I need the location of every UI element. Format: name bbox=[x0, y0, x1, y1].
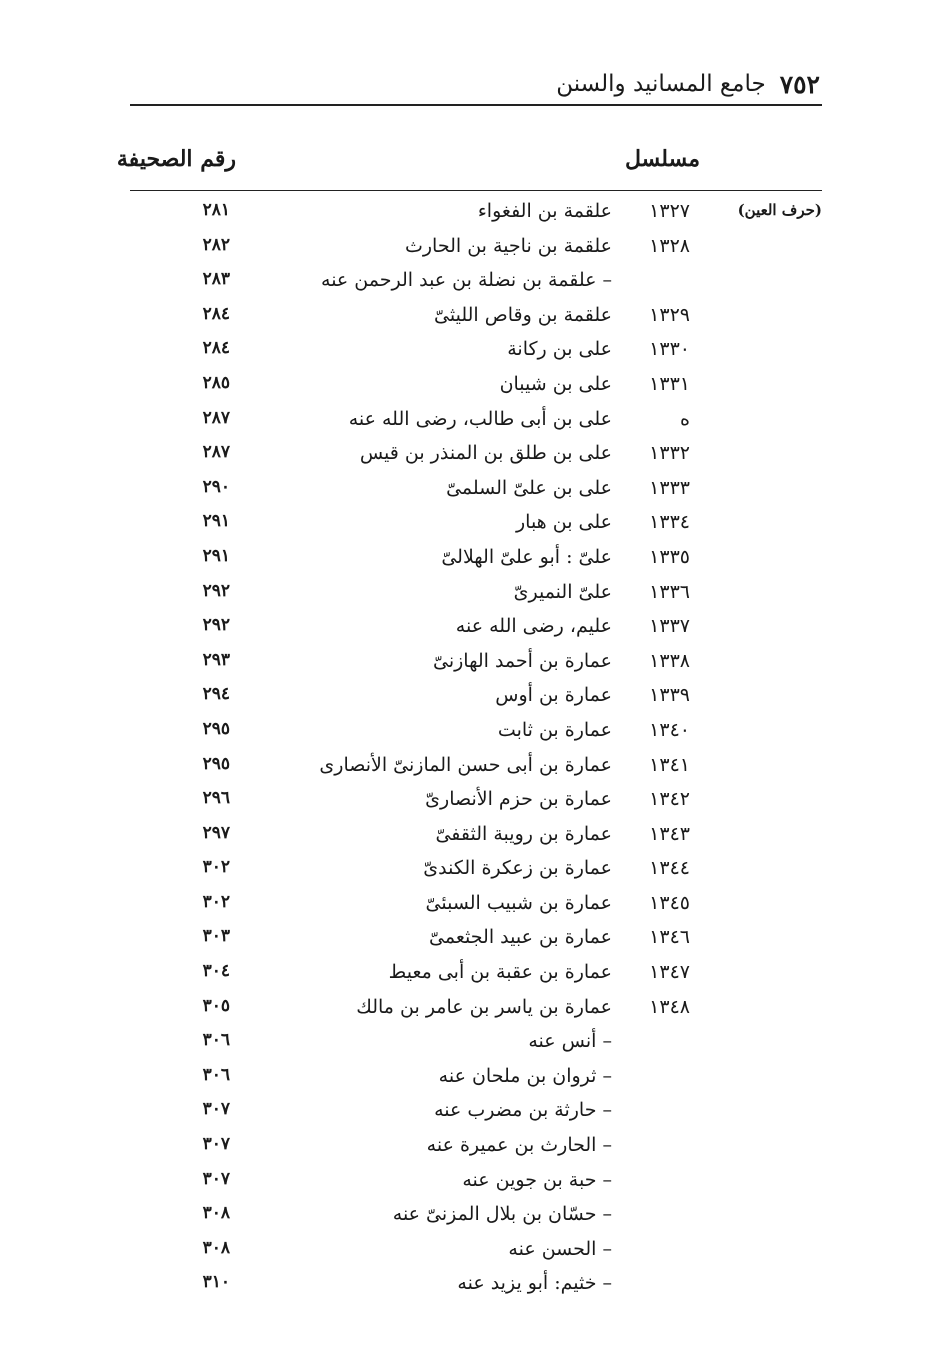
entry-serial: ١٣٢٧ bbox=[649, 200, 690, 222]
index-entry bbox=[0, 1234, 940, 1269]
entry-name: – أنس عنه bbox=[528, 1030, 612, 1053]
index-entry bbox=[0, 1199, 940, 1234]
entry-page: ٢٩١ bbox=[202, 511, 230, 532]
entry-serial: ١٣٤٢ bbox=[649, 788, 690, 811]
entry-page: ٣٠٧ bbox=[202, 1168, 230, 1189]
entry-page: ٣٠٧ bbox=[202, 1134, 230, 1155]
entry-name: عمارة بن عقبة بن أبى معيط bbox=[388, 961, 612, 984]
entry-page: ٣٠٦ bbox=[202, 1064, 230, 1085]
entry-page: ٣٠٨ bbox=[202, 1203, 230, 1224]
entry-serial: ١٣٢٨ bbox=[649, 234, 690, 257]
entry-page: ٣٠٣ bbox=[202, 926, 230, 947]
entry-page: ٢٩٢ bbox=[202, 580, 230, 601]
index-entry bbox=[0, 542, 940, 577]
entry-serial: ١٣٤٣ bbox=[649, 822, 690, 845]
column-header-rule bbox=[130, 190, 822, 191]
entry-serial: ١٣٤٨ bbox=[649, 995, 690, 1018]
entry-serial: ١٣٤١ bbox=[649, 753, 690, 776]
entry-page: ٢٩٥ bbox=[202, 753, 230, 774]
index-entry bbox=[0, 438, 940, 473]
entry-page: ٢٨٣ bbox=[202, 269, 230, 290]
index-entry bbox=[0, 819, 940, 854]
entry-serial: ١٣٤٦ bbox=[649, 926, 690, 949]
entry-serial: ١٣٢٩ bbox=[649, 303, 690, 326]
index-entry bbox=[0, 300, 940, 335]
entry-page: ٢٩٢ bbox=[202, 615, 230, 636]
entry-page: ٢٩٧ bbox=[202, 822, 230, 843]
entry-serial: ه bbox=[680, 407, 690, 430]
entry-page: ٢٨٢ bbox=[202, 234, 230, 255]
index-entry bbox=[0, 473, 940, 508]
entry-name: عمارة بن رويبة الثقفىّ bbox=[435, 822, 612, 845]
entry-page: ٣٠٢ bbox=[202, 891, 230, 912]
index-entry bbox=[0, 1268, 940, 1303]
index-entry bbox=[0, 196, 940, 231]
entry-name: عمارة بن أحمد الهازنىّ bbox=[432, 649, 612, 672]
entry-serial: ١٣٣٦ bbox=[649, 580, 690, 603]
index-entry bbox=[0, 1165, 940, 1200]
entry-page: ٢٩٦ bbox=[202, 788, 230, 809]
entry-name: على بن هبار bbox=[515, 511, 612, 534]
page-column-header: رقم الصحيفة bbox=[116, 146, 236, 172]
entry-name: عمارة بن عبيد الجثعمىّ bbox=[429, 926, 612, 949]
entry-serial: ١٣٤٤ bbox=[649, 857, 690, 880]
entry-name: عليم، رضى الله عنه bbox=[455, 615, 612, 638]
entry-name: – الحارث بن عميرة عنه bbox=[426, 1134, 612, 1157]
entry-name: على بن أبى طالب، رضى الله عنه bbox=[348, 407, 612, 430]
index-entry bbox=[0, 334, 940, 369]
index-entry bbox=[0, 680, 940, 715]
entry-name: علىّ النميرىّ bbox=[513, 580, 612, 603]
entry-page: ٢٨٧ bbox=[202, 407, 230, 428]
entry-name: على بن علىّ السلمىّ bbox=[446, 476, 612, 499]
entry-serial: ١٣٤٠ bbox=[649, 718, 690, 741]
entry-name: عمارة بن حزم الأنصارىّ bbox=[425, 788, 612, 811]
entry-name: – حبة بن جوين عنه bbox=[462, 1168, 612, 1191]
entry-name: عمارة بن أبى حسن المازنىّ الأنصارى bbox=[319, 753, 612, 776]
entry-name: علقمة بن الفغواء bbox=[477, 200, 612, 222]
entry-name: – خثيم: أبو يزيد عنه bbox=[457, 1272, 612, 1295]
entry-serial: ١٣٣٢ bbox=[649, 442, 690, 465]
entry-page: ٢٨٧ bbox=[202, 442, 230, 463]
index-entry bbox=[0, 922, 940, 957]
index-entry bbox=[0, 715, 940, 750]
entry-page: ٢٩٣ bbox=[202, 649, 230, 670]
index-entry bbox=[0, 646, 940, 681]
entry-serial: ١٣٤٧ bbox=[649, 961, 690, 984]
page-header bbox=[130, 64, 820, 104]
entry-name: عمارة بن ثابت bbox=[497, 718, 612, 741]
index-entry bbox=[0, 888, 940, 923]
entry-page: ٣٠٨ bbox=[202, 1237, 230, 1258]
index-entry bbox=[0, 231, 940, 266]
entry-serial: ١٣٣٩ bbox=[649, 684, 690, 707]
index-entry bbox=[0, 853, 940, 888]
index-entry bbox=[0, 404, 940, 439]
entry-page: ٣١٠ bbox=[202, 1272, 230, 1293]
entry-name: – الحسن عنه bbox=[508, 1237, 612, 1260]
entry-serial: ١٣٣٤ bbox=[649, 511, 690, 534]
entry-page: ٢٨٤ bbox=[202, 338, 230, 359]
entry-page: ٣٠٦ bbox=[202, 1030, 230, 1051]
entry-serial: ١٣٣٣ bbox=[649, 476, 690, 499]
entry-name: على بن ركانة bbox=[507, 338, 612, 361]
entry-serial: ١٣٣٠ bbox=[649, 338, 690, 361]
entry-name: – حسّان بن بلال المزنىّ عنه bbox=[392, 1203, 612, 1226]
index-entry bbox=[0, 265, 940, 300]
entry-name: – حارثة بن مضرب عنه bbox=[434, 1099, 612, 1122]
entry-page: ٢٩٠ bbox=[202, 476, 230, 497]
index-entry bbox=[0, 369, 940, 404]
entry-name: – علقمة بن نضلة بن عبد الرحمن عنه bbox=[321, 269, 612, 292]
index-entry bbox=[0, 507, 940, 542]
serial-column-header: مسلسل bbox=[625, 146, 700, 172]
entry-page: ٢٨١ bbox=[202, 200, 230, 220]
index-entry bbox=[0, 611, 940, 646]
entry-name: عمارة بن شبيب السبئىّ bbox=[425, 891, 612, 914]
entry-page: ٣٠٢ bbox=[202, 857, 230, 878]
entry-name: على بن شيبان bbox=[499, 372, 612, 395]
index-entry bbox=[0, 992, 940, 1027]
entry-page: ٣٠٧ bbox=[202, 1099, 230, 1120]
section-label: (حرف العين) bbox=[737, 201, 822, 219]
index-entry bbox=[0, 1061, 940, 1096]
entry-name: عمارة بن أوس bbox=[495, 684, 612, 707]
index-entry bbox=[0, 577, 940, 612]
entry-serial: ١٣٣٥ bbox=[649, 545, 690, 568]
entry-name: على بن طلق بن المنذر بن قيس bbox=[359, 442, 612, 465]
entry-page: ٢٨٥ bbox=[202, 372, 230, 393]
index-entry bbox=[0, 784, 940, 819]
entry-name: عمارة بن زعكرة الكندىّ bbox=[423, 857, 612, 880]
entry-page: ٣٠٤ bbox=[202, 961, 230, 982]
entry-serial: ١٣٣٨ bbox=[649, 649, 690, 672]
entry-name: علقمة بن ناجية بن الحارث bbox=[405, 234, 612, 257]
index-entries bbox=[0, 196, 940, 1303]
index-entry bbox=[0, 750, 940, 785]
entry-serial: ١٣٤٥ bbox=[649, 891, 690, 914]
index-entry bbox=[0, 957, 940, 992]
header-rule bbox=[130, 104, 822, 106]
entry-page: ٢٩٥ bbox=[202, 718, 230, 739]
entry-name: عمارة بن ياسر بن عامر بن مالك bbox=[356, 995, 612, 1018]
entry-serial: ١٣٣١ bbox=[649, 372, 690, 395]
index-entry bbox=[0, 1130, 940, 1165]
entry-name: – ثروان بن ملحان عنه bbox=[438, 1064, 612, 1087]
entry-page: ٢٩٤ bbox=[202, 684, 230, 705]
entry-page: ٢٩١ bbox=[202, 545, 230, 566]
book-title: جامع المسانيد والسنن bbox=[556, 71, 766, 97]
entry-page: ٢٨٤ bbox=[202, 303, 230, 324]
entry-serial: ١٣٣٧ bbox=[649, 615, 690, 638]
entry-name: علقمة بن وقاص الليثىّ bbox=[434, 303, 612, 326]
index-entry bbox=[0, 1095, 940, 1130]
entry-name: علىّ : أبو علىّ الهلالىّ bbox=[441, 545, 612, 568]
entry-page: ٣٠٥ bbox=[202, 995, 230, 1016]
index-entry bbox=[0, 1026, 940, 1061]
page-number: ٧٥٢ bbox=[779, 69, 820, 99]
